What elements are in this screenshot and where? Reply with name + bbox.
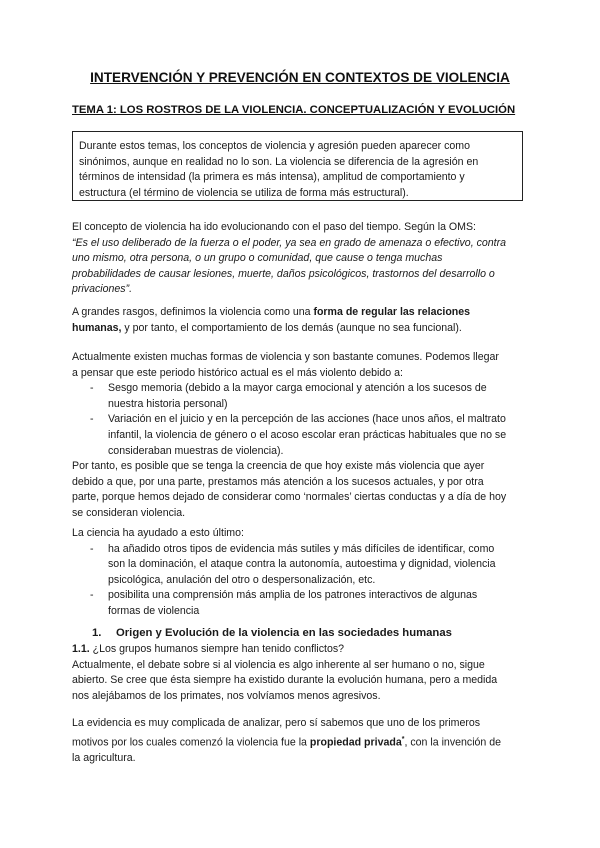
subsection-1-1 [72,642,532,704]
list-item-text: posibilita una comprensión más amplia de los patrones interactivos de algunas [108,589,478,602]
list-item [72,588,532,619]
paragraph-line: El concepto de violencia ha ido evolucionando con el paso del tiempo. Según la OMS: [72,221,477,233]
box-line: Durante estos temas, los conceptos de violencia y agresión pueden aparecer como [79,140,471,152]
paragraph-line [72,732,532,751]
science-list [72,542,532,620]
paragraph-line: La ciencia ha ayudado a esto último: [72,527,244,539]
box-line: términos de intensidad (la primera es más intensa), amplitud de comportamiento y [79,171,465,184]
list-item-text: ha añadido otros tipos de evidencia más sutiles y más difíciles de identificar, como [108,542,495,555]
paragraph-line: la agricultura. [72,751,136,764]
list-item-text: Sesgo memoria (debido a la mayor carga emocional y atención a los sucesos de [108,382,487,395]
definition-paragraph [72,305,532,336]
subsection-heading [72,642,532,658]
list-item-text: formas de violencia [108,604,200,617]
paragraph-line: a pensar que este periodo histórico actual es el más violento debido a: [72,366,403,379]
paragraph-line [72,305,532,321]
paragraph-line: Actualmente existen muchas formas de violencia y son bastante comunes. Podemos llegar [72,351,499,363]
footnote-marker: * [401,735,405,743]
paragraph-line: debido a que, por una parte, prestamos más atención a los sucesos actuales, y por otra [72,475,484,488]
quote-line: probabilidades de causar lesiones, muerte, daños psicológicos, trastornos del desarrollo o [72,267,495,280]
paragraph-line [72,321,532,337]
bold-span: propiedad privada [309,736,402,749]
quote-line: “Es el uso deliberado de la fuerza o el poder, ya sea en grado de amenaza o efectivo, contra [72,236,507,249]
text-span: A grandes rasgos, definimos la violencia como una [72,306,314,318]
list-item-text: infantil, la violencia de género o el acoso escolar eran prácticas habituales que no se [108,428,507,441]
science-paragraph [72,526,532,620]
list-item [72,381,532,412]
evidence-paragraph [72,716,532,766]
document-title: INTERVENCIÓN Y PREVENCIÓN EN CONTEXTOS DE VIOLENCIA [90,70,510,85]
list-item-text: Variación en el juicio y en la percepción de las acciones (hace unos años, el maltrato [108,413,506,426]
paragraph-line: La evidencia es muy complicada de analizar, pero sí sabemos que uno de los primeros [72,717,481,729]
bold-span: humanas, [72,321,122,334]
paragraph-line: Por tanto, es posible que se tenga la creencia de que hoy existe más violencia que ayer [72,460,485,473]
text-span: motivos por los cuales comenzó la violencia fue la [72,736,310,749]
quote-line: uno mismo, otra persona, o un grupo o comunidad, que cause o tenga muchas [72,252,443,265]
box-line: sinónimos, aunque en realidad no lo son. La violencia se diferencia de la agresión en [79,155,479,168]
list-item-text: psicológica, anulación del otro o despersonalización, etc. [108,573,376,586]
subsection-question: ¿Los grupos humanos siempre han tenido conflictos? [89,643,345,655]
paragraph-line: nos alejábamos de los primates, nos volvíamos menos agresivos. [72,689,381,702]
quote-line: privaciones”. [72,283,133,296]
section-number: 1. [92,627,102,639]
topic-heading: TEMA 1: LOS ROSTROS DE LA VIOLENCIA. CONCEPTUALIZACIÓN Y EVOLUCIÓN [72,104,516,116]
bold-span: forma de regular las relaciones [313,306,471,318]
paragraph-line: se consideran violencia. [72,506,186,519]
box-line: estructura (el término de violencia se utiliza de forma más estructural). [79,186,409,199]
section-heading [92,627,452,639]
section-title: Origen y Evolución de la violencia en las sociedades humanas [116,627,452,639]
bias-list [72,381,532,459]
intro-box [72,131,523,201]
text-span: y por tanto, el comportamiento de los demás (aunque no sea funcional). [121,321,462,334]
forms-paragraph [72,350,532,522]
list-item-text: consideraban muestras de violencia). [108,444,284,457]
list-item-text: son la dominación, el ataque contra la autonomía, autoestima y dignidad, violencia [108,558,496,571]
list-item [72,542,532,589]
subsection-number: 1.1. [72,643,90,655]
list-item-text: nuestra historia personal) [108,397,228,410]
text-span: , con la invención de [404,736,502,749]
paragraph-line: Actualmente, el debate sobre si al violencia es algo inherente al ser humano o no, sigue [72,658,485,671]
who-definition-paragraph [72,220,532,298]
paragraph-line: abierto. Se cree que ésta siempre ha existido durante la evolución humana, pero a medida [72,674,498,687]
list-item [72,412,532,459]
paragraph-line: parte, porque hemos dejado de considerar como ‘normales’ ciertas conductas y a día de hoy [72,491,507,504]
